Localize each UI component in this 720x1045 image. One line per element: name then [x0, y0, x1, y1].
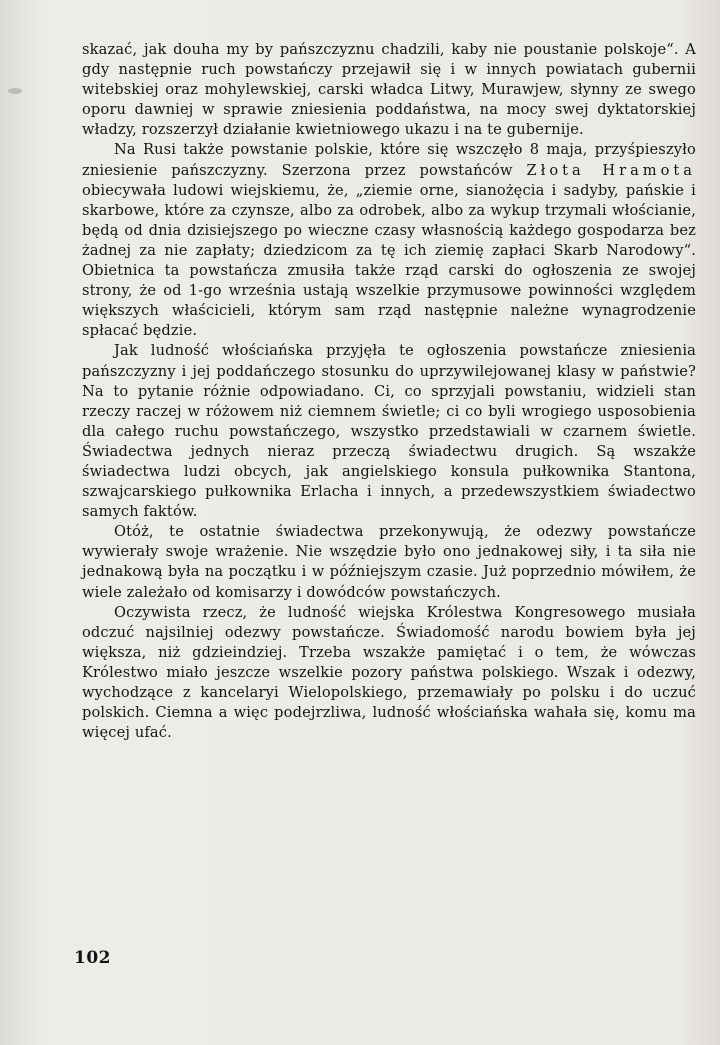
page-number: 102	[74, 948, 111, 968]
text-run: obiecywała ludowi wiejskiemu, że, „ziemie orne, sianożęcia i sadyby, pańskie i skarbowe, które za czynsze, albo za odrobek, albo za wykup trzymali włościanie, będą od dnia dzisiejszego po wieczne czasy własnością każdego gospodarza bez żadnej za nie zapłaty; dziedzicom za tę ich ziemię zapłaci Skarb Narodowy“. Obietnica ta powstańcza zmusiła także rząd carski do ogłoszenia ze swojej strony, że od 1-go września ustają wszelkie przymusowe powinności względem większych właścicieli, którym sam rząd następnie należne wynagrodzenie spłacać będzie.	[82, 181, 696, 340]
paragraph-1	[82, 40, 696, 140]
text-run: Na Rusi także powstanie polskie, które się wszczęło 8 maja, przyśpieszyło zniesienie pańszczyzny. Szerzona przez powstańców	[82, 141, 696, 179]
paragraph-3	[82, 341, 696, 522]
spaced-title: Złota Hramota	[526, 161, 696, 179]
body-text	[82, 40, 696, 743]
ink-smudge	[8, 88, 22, 94]
paragraph-4	[82, 522, 696, 602]
text-run: Oczywista rzecz, że ludność wiejska Królestwa Kongresowego musiała odczuć najsilniej odezwy powstańcze. Świadomość narodu bowiem była jej większa, niż gdzieindziej. Trzeba wszakże pamiętać i o tem, że wówczas Królestwo miało jeszcze wszelkie pozory państwa polskiego. Wszak i odezwy, wychodzące z kancelaryi Wielopolskiego, przemawiały po polsku i do uczuć polskich. Ciemna a więc podejrzliwa, ludność włościańska wahała się, komu ma więcej ufać.	[82, 603, 696, 742]
paragraph-5	[82, 603, 696, 744]
text-run: skazać, jak douha my by pańszczyznu chadzili, kaby nie poustanie polskoje“. A gdy następnie ruch powstańczy przejawił się i w innych powiatach gubernii witebskiej oraz mohylewskiej, carski władca Litwy, Murawjew, słynny ze swego oporu dawniej w sprawie zniesienia poddaństwa, na mocy swej dyktatorskiej władzy, rozszerzył działanie kwietniowego ukazu i na te gubernije.	[82, 41, 696, 139]
paragraph-2	[82, 140, 696, 341]
text-run: Jak ludność włościańska przyjęła te ogłoszenia powstańcze zniesienia pańszczyzny i jej poddańczego stosunku do uprzywilejowanej klasy w państwie? Na to pytanie różnie odpowiadano. Ci, co sprzyjali powstaniu, widzieli stan rzeczy raczej w różowem niż ciemnem świetle; ci co byli wrogiego usposobienia dla całego ruchu powstańczego, wszystko przedstawiali w czarnem świetle. Świadectwa jednych nieraz przeczą świadectwu drugich. Są wszakże świadectwa ludzi obcych, jak angielskiego konsula pułkownika Stantona, szwajcarskiego pułkownika Erlacha i innych, a przedewszystkiem świadectwo samych faktów.	[82, 342, 696, 521]
text-run: Otóż, te ostatnie świadectwa przekonywują, że odezwy powstańcze wywierały swoje wrażenie. Nie wszędzie było ono jednakowej siły, i ta siła nie jednakową była na początku i w późniejszym czasie. Już poprzednio mówiłem, że wiele zależało od komisarzy i dowódców powstańczych.	[82, 523, 696, 601]
